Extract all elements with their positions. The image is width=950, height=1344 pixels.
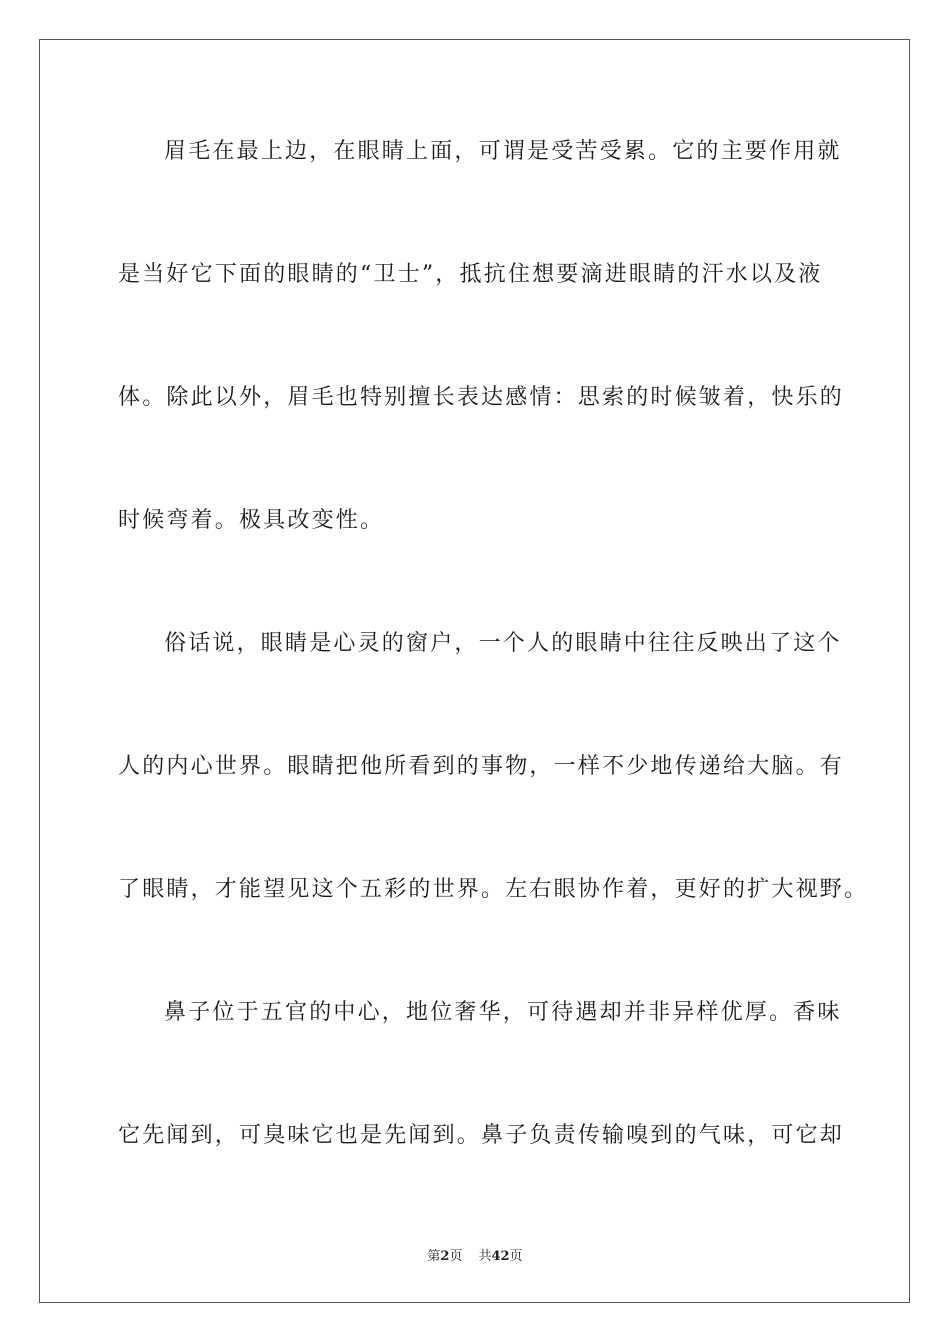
page-frame [39, 39, 910, 1303]
paragraph-3-line-2: 它先闻到，可臭味它也是先闻到。鼻子负责传输嗅到的气味，可它却 [118, 1123, 845, 1148]
page-label-prefix: 第 [427, 1249, 441, 1264]
paragraph-2-line-2: 人的内心世界。眼睛把他所看到的事物，一样不少地传递给大脑。有 [118, 754, 845, 779]
paragraph-1-line-3: 体。除此以外，眉毛也特别擅长表达感情：思索的时候皱着，快乐的 [118, 385, 845, 410]
paragraph-2-line-1: 俗话说，眼睛是心灵的窗户，一个人的眼睛中往往反映出了这个 [164, 631, 842, 656]
page-number: 2 [440, 1249, 450, 1264]
page-label-suffix: 页 [449, 1249, 463, 1264]
paragraph-1-line-2: 是当好它下面的眼睛的“卫士”，抵抗住想要滴进眼睛的汗水以及液 [118, 262, 823, 287]
total-label-suffix: 页 [509, 1249, 523, 1264]
paragraph-1-line-4: 时候弯着。极具改变性。 [118, 508, 385, 533]
paragraph-1-line-1: 眉毛在最上边，在眼睛上面，可谓是受苦受累。它的主要作用就 [164, 139, 842, 164]
paragraph-2-line-3: 了眼睛，才能望见这个五彩的世界。左右眼协作着，更好的扩大视野。 [118, 877, 869, 902]
page-footer [0, 1248, 950, 1266]
paragraph-3-line-1: 鼻子位于五官的中心，地位奢华，可待遇却并非异样优厚。香味 [164, 1000, 842, 1025]
total-pages: 42 [491, 1249, 510, 1264]
total-label-prefix: 共 [478, 1249, 492, 1264]
